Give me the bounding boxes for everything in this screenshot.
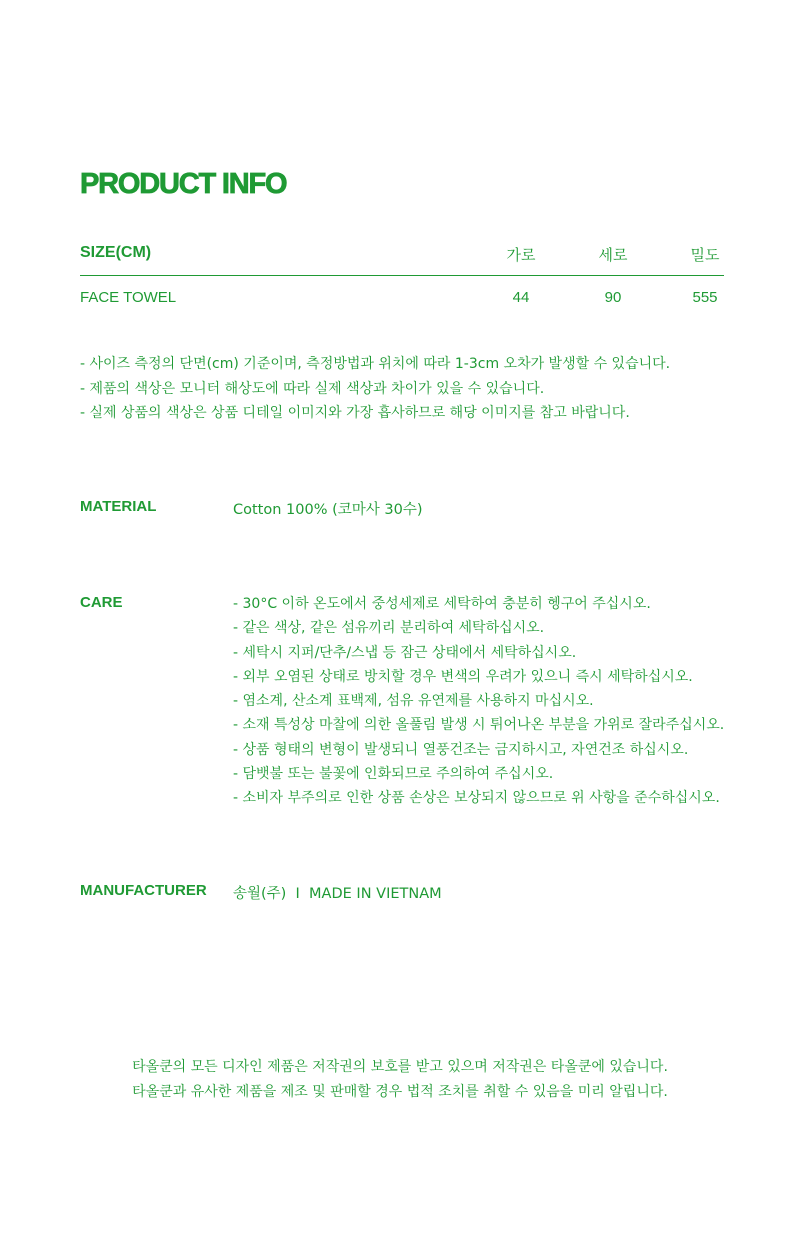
manufacturer-value: 송월(주) I MADE IN VIETNAM bbox=[233, 886, 442, 902]
copyright-line: 타올쿤의 모든 디자인 제품은 저작권의 보호를 받고 있으며 저작권은 타올쿤에 있습니다. bbox=[132, 1059, 668, 1075]
list-item: - 같은 색상, 같은 섬유끼리 분리하여 세탁하십시오. bbox=[233, 620, 545, 637]
list-item: - 30°C 이하 온도에서 중성세제로 세탁하여 충분히 헹구어 주십시오. bbox=[233, 596, 651, 612]
list-item: - 담뱃불 또는 불꽃에 인화되므로 주의하여 주십시오. bbox=[233, 766, 554, 783]
list-item: - 외부 오염된 상태로 방치할 경우 변색의 우려가 있으니 즉시 세탁하십시오. bbox=[233, 668, 693, 685]
list-item: - 염소계, 산소계 표백제, 섬유 유연제를 사용하지 마십시오. bbox=[233, 693, 594, 710]
row-value-length: 90 bbox=[604, 289, 622, 306]
care-label: CARE bbox=[80, 594, 123, 611]
note-line: - 제품의 색상은 모니터 해상도에 따라 실제 색상과 차이가 있을 수 있습니다. bbox=[80, 380, 545, 397]
size-label: SIZE(CM) bbox=[80, 244, 152, 261]
column-header-length: 세로 bbox=[598, 246, 628, 264]
row-name: FACE TOWEL bbox=[80, 289, 177, 306]
list-item: - 소비자 부주의로 인한 상품 손상은 보상되지 않으므로 위 사항을 준수하십시오. bbox=[233, 790, 720, 807]
material-value: Cotton 100% (코마사 30수) bbox=[233, 502, 423, 518]
column-header-width: 가로 bbox=[506, 246, 536, 264]
column-header-density: 밀도 bbox=[690, 246, 720, 264]
size-notes bbox=[80, 352, 670, 426]
table-row bbox=[80, 289, 724, 311]
row-value-width: 44 bbox=[512, 289, 530, 306]
material-label: MATERIAL bbox=[80, 498, 157, 515]
list-item: - 소재 특성상 마찰에 의한 올풀림 발생 시 튀어나온 부분을 가위로 잘라주십시오. bbox=[233, 717, 725, 734]
note-line: - 사이즈 측정의 단면(cm) 기준이며, 측정방법과 위치에 따라 1-3cm 오차가 발생할 수 있습니다. bbox=[80, 356, 671, 372]
row-value-density: 555 bbox=[692, 289, 718, 306]
list-item: - 세탁시 지퍼/단추/스냅 등 잠근 상태에서 세탁하십시오. bbox=[233, 644, 577, 661]
page-title: PRODUCT INFO bbox=[80, 168, 287, 200]
list-item: - 상품 형태의 변형이 발생되니 열풍건조는 금지하시고, 자연건조 하십시오. bbox=[233, 741, 689, 758]
size-table-divider bbox=[80, 275, 724, 276]
care-list bbox=[233, 592, 724, 811]
note-line: - 실제 상품의 색상은 상품 디테일 이미지와 가장 흡사하므로 해당 이미지를 참고 바랍니다. bbox=[80, 405, 630, 421]
size-table-header bbox=[80, 244, 724, 266]
copyright-notice bbox=[0, 1055, 800, 1105]
copyright-line: 타올쿤과 유사한 제품을 제조 및 판매할 경우 법적 조치를 취할 수 있음을 미리 알립니다. bbox=[132, 1084, 668, 1100]
manufacturer-label: MANUFACTURER bbox=[80, 882, 207, 899]
